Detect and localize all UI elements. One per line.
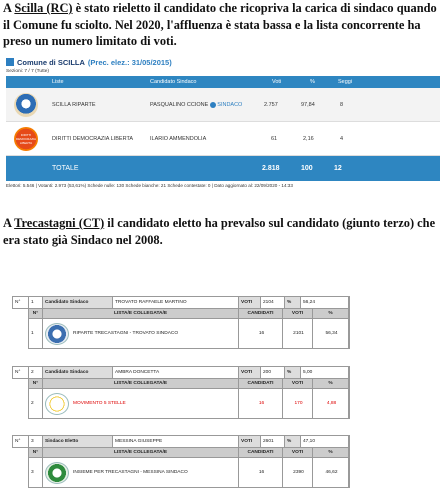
- candidate-row: N° 3 Sindaco Eletto MESSINA GIUSEPPE VOTI 2601 % 47,10: [12, 435, 350, 448]
- candidate-table: [12, 296, 350, 349]
- col-voti: Voti: [272, 79, 282, 85]
- list-header: N° LISTA/E COLLEGATA/E CANDIDATI VOTI %: [28, 379, 350, 389]
- percent: 97,84: [301, 101, 315, 108]
- scilla-sections: Sezioni: 7 / 7 (Tutte): [6, 69, 50, 74]
- candidate-name: AMBRA DONCETTA: [113, 367, 239, 378]
- table-row: [6, 122, 440, 156]
- list-row: 2 MOVIMENTO 5 STELLE 16 170 4,88: [28, 389, 350, 419]
- candidate-name: TROVATO RAFFAELE MARTINO: [113, 297, 239, 308]
- candidate-role: Sindaco Eletto: [43, 436, 113, 447]
- total-seats: 12: [334, 165, 342, 172]
- candidate-votes: 2104: [261, 297, 285, 308]
- scilla-table-header: [6, 76, 440, 88]
- place-link-scilla[interactable]: Scilla (RC): [14, 1, 73, 15]
- votes: 61: [271, 135, 278, 142]
- total-percent: 100: [301, 165, 313, 172]
- list-logo: [45, 462, 69, 484]
- list-name: INSIEME PER TRECASTAGNI - MESSINA SINDACO: [73, 470, 188, 475]
- list-name: MOVIMENTO 5 STELLE: [73, 401, 126, 406]
- table-row: [6, 88, 440, 122]
- col-seggi: Seggi: [338, 79, 353, 85]
- seats: 4: [340, 135, 344, 142]
- candidate-percent: 5,00: [301, 367, 349, 378]
- votes: 2.757: [264, 101, 278, 108]
- col-candidato: Candidato Sindaco: [150, 79, 197, 85]
- list-header: N° LISTA/E COLLEGATA/E CANDIDATI VOTI %: [28, 448, 350, 458]
- sindaco-badge: SINDACO: [217, 101, 243, 108]
- candidate-percent: 56,24: [301, 297, 349, 308]
- candidate-role: Candidato Sindaco: [43, 367, 113, 378]
- paragraph-trecastagni: A Trecastagni (CT) il candidato eletto ha prevalso sul candidato (giunto terzo) che era stato già Sindaco nel 2008.: [3, 216, 436, 247]
- candidate-row: N° 2 Candidato Sindaco AMBRA DONCETTA VOTI 200 % 5,00: [12, 366, 350, 379]
- scilla-footer: Elettori: 5.546 | Votanti: 2.973 (53,61%) Schede nulle: 130 Schede bianche: 21 Schede contestate: 0 | Dato aggiornato al: 22/09/2020 - 14:33: [6, 183, 293, 188]
- list-header: N° LISTA/E COLLEGATA/E CANDIDATI VOTI %: [28, 309, 350, 319]
- list-logo: [45, 393, 69, 415]
- list-logo: DIRITTI DEMOCRAZIA LIBERTA: [14, 127, 38, 151]
- place-link-trecastagni[interactable]: Trecastagni (CT): [14, 216, 105, 230]
- total-label: TOTALE: [52, 165, 79, 172]
- candidate-number-label: N°: [13, 297, 29, 308]
- scilla-results-panel: [6, 56, 440, 216]
- check-icon: [210, 102, 216, 108]
- total-votes: 2.818: [262, 165, 280, 172]
- list-name: DIRITTI DEMOCRAZIA LIBERTA: [52, 135, 134, 142]
- scilla-header: [6, 56, 440, 68]
- percent: 2,16: [303, 135, 314, 142]
- col-liste: Liste: [52, 79, 64, 85]
- candidate-name: MESSINA GIUSEPPE: [113, 436, 239, 447]
- candidate-votes: 200: [261, 367, 285, 378]
- candidate-name: PASQUALINO CCIONE SINDACO: [150, 101, 243, 108]
- list-logo: [45, 323, 69, 345]
- chart-icon: [6, 58, 14, 66]
- paragraph-scilla: A Scilla (RC) è stato rieletto il candidato che ricopriva la carica di sindaco quando il Comune fu sciolto. Nel 2020, l'affluenza è stata bassa e la lista concorrente ha preso un numero limitato di voti.: [3, 1, 437, 48]
- candidate-table: [12, 366, 350, 419]
- candidate-votes: 2601: [261, 436, 285, 447]
- scilla-prev-election[interactable]: (Prec. elez.: 31/05/2015): [87, 57, 172, 67]
- list-row: 1 RIPARTE TRECASTAGNI - TROVATO SINDACO 16 2101 56,34: [28, 319, 350, 349]
- list-logo: [14, 93, 38, 117]
- seats: 8: [340, 101, 344, 108]
- list-row: 3 INSIEME PER TRECASTAGNI - MESSINA SINDACO 16 2390 46,62: [28, 458, 350, 488]
- list-name: SCILLA RIPARTE: [52, 101, 96, 108]
- total-row: [6, 156, 440, 181]
- candidate-name: ILARIO AMMENDOLIA: [150, 135, 207, 142]
- candidate-row: N° 1 Candidato Sindaco TROVATO RAFFAELE MARTINO VOTI 2104 % 56,24: [12, 296, 350, 309]
- candidate-role: Candidato Sindaco: [43, 297, 113, 308]
- col-pct: %: [310, 79, 315, 85]
- list-name: RIPARTE TRECASTAGNI - TROVATO SINDACO: [73, 331, 179, 336]
- scilla-title: Comune di SCILLA: [17, 57, 85, 67]
- candidate-percent: 47,10: [301, 436, 349, 447]
- candidate-table: [12, 435, 350, 488]
